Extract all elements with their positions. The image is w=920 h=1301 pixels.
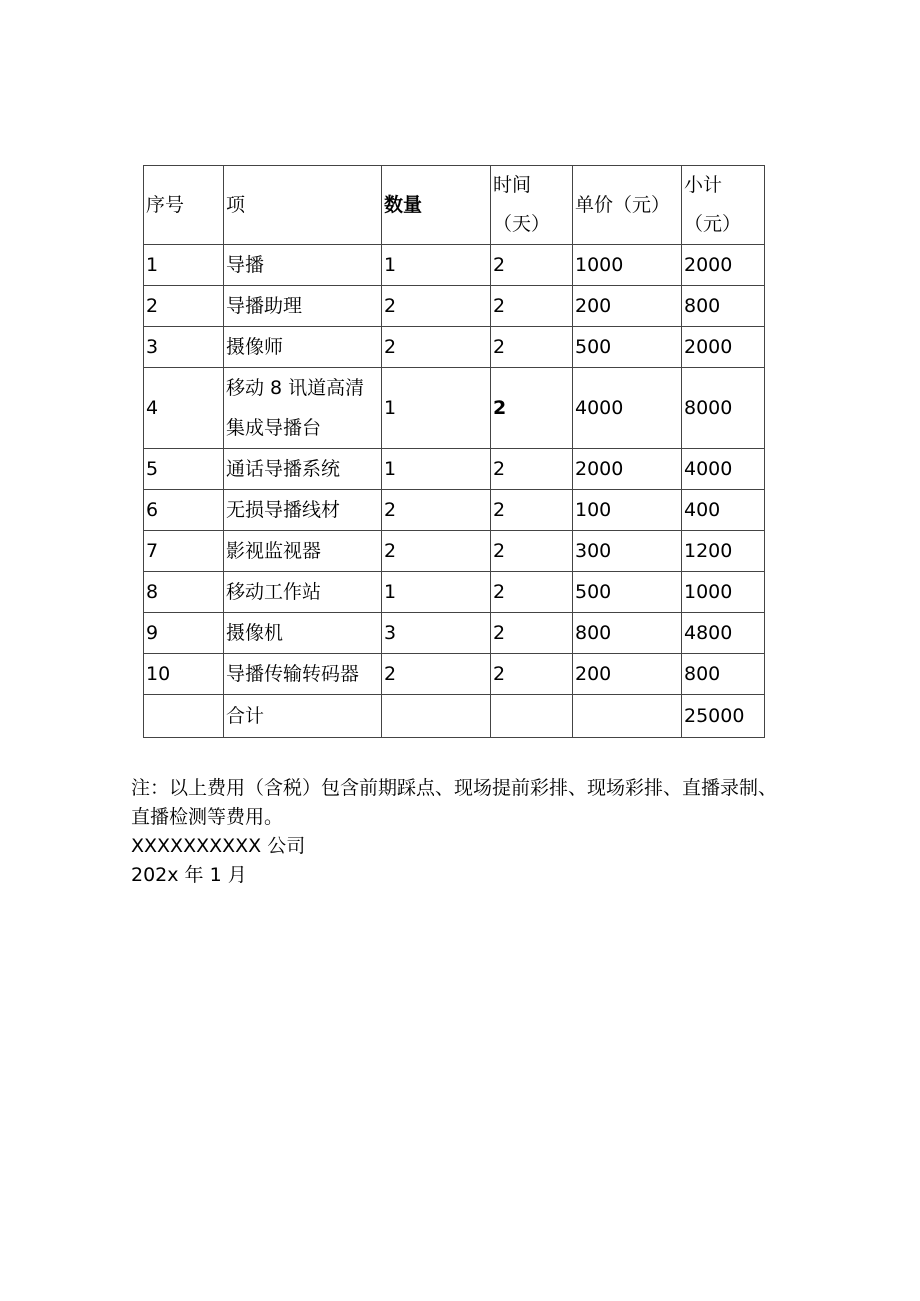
cell-no: 5 [144, 449, 224, 490]
cell-empty [382, 695, 491, 738]
cell-no: 7 [144, 531, 224, 572]
cell-days: 2 [491, 368, 573, 449]
cell-subtotal: 2000 [682, 327, 765, 368]
header-sub-line2: （元） [684, 213, 742, 235]
cell-no: 6 [144, 490, 224, 531]
company-name: XXXXXXXXXX 公司 [131, 835, 306, 857]
cell-price: 100 [573, 490, 682, 531]
cell-item: 移动工作站 [224, 572, 382, 613]
table-row [144, 490, 765, 531]
cell-no: 8 [144, 572, 224, 613]
table-row [144, 613, 765, 654]
cell-days: 2 [491, 490, 573, 531]
cell-no: 4 [144, 368, 224, 449]
table-row [144, 572, 765, 613]
cell-empty [144, 695, 224, 738]
table-row [144, 449, 765, 490]
cell-subtotal: 1200 [682, 531, 765, 572]
cell-qty: 2 [382, 286, 491, 327]
cell-no: 3 [144, 327, 224, 368]
cell-item: 导播传输转码器 [224, 654, 382, 695]
note-text: 注：以上费用（含税）包含前期踩点、现场提前彩排、现场彩排、直播录制、直播检测等费用。 [131, 777, 778, 828]
cell-subtotal: 4800 [682, 613, 765, 654]
total-value: 25000 [682, 695, 765, 738]
header-sub-line1: 小计 [684, 174, 723, 196]
cell-price: 800 [573, 613, 682, 654]
cell-price: 2000 [573, 449, 682, 490]
cell-subtotal: 800 [682, 654, 765, 695]
cell-price: 200 [573, 654, 682, 695]
cell-price: 200 [573, 286, 682, 327]
cell-days: 2 [491, 572, 573, 613]
cell-no: 9 [144, 613, 224, 654]
cell-item-line1: 移动 8 讯道高清 [226, 377, 365, 399]
header-subtotal [682, 166, 765, 245]
cell-qty: 1 [382, 449, 491, 490]
header-price: 单价（元） [573, 166, 682, 245]
cell-item [224, 368, 382, 449]
cell-days: 2 [491, 449, 573, 490]
table-row [144, 368, 765, 449]
cell-qty: 2 [382, 327, 491, 368]
table-row [144, 654, 765, 695]
cell-subtotal: 800 [682, 286, 765, 327]
cell-subtotal: 4000 [682, 449, 765, 490]
header-days-line1: 时间 [493, 174, 532, 196]
total-label: 合计 [224, 695, 382, 738]
cell-days: 2 [491, 245, 573, 286]
cell-price: 4000 [573, 368, 682, 449]
cost-table [143, 165, 765, 738]
cell-price: 500 [573, 572, 682, 613]
cell-qty: 3 [382, 613, 491, 654]
header-no: 序号 [144, 166, 224, 245]
cell-item: 通话导播系统 [224, 449, 382, 490]
cell-no: 10 [144, 654, 224, 695]
cell-qty: 1 [382, 572, 491, 613]
cell-empty [491, 695, 573, 738]
cell-days: 2 [491, 327, 573, 368]
table-row [144, 531, 765, 572]
cell-item: 无损导播线材 [224, 490, 382, 531]
cell-qty: 1 [382, 245, 491, 286]
notes-block [131, 774, 781, 890]
cell-qty: 2 [382, 531, 491, 572]
cell-qty: 2 [382, 490, 491, 531]
cell-price: 1000 [573, 245, 682, 286]
cell-days: 2 [491, 654, 573, 695]
date-text: 202x 年 1 月 [131, 864, 247, 886]
cell-qty: 1 [382, 368, 491, 449]
table-row [144, 286, 765, 327]
header-item: 项 [224, 166, 382, 245]
cell-subtotal: 400 [682, 490, 765, 531]
header-days [491, 166, 573, 245]
cell-days: 2 [491, 286, 573, 327]
table-row [144, 245, 765, 286]
cell-item: 影视监视器 [224, 531, 382, 572]
cell-item: 摄像师 [224, 327, 382, 368]
header-qty: 数量 [382, 166, 491, 245]
header-days-line2: （天） [493, 213, 551, 235]
cell-price: 500 [573, 327, 682, 368]
table-header-row [144, 166, 765, 245]
cell-item-line2: 集成导播台 [226, 417, 322, 439]
table-row [144, 327, 765, 368]
cell-subtotal: 8000 [682, 368, 765, 449]
cell-item: 摄像机 [224, 613, 382, 654]
cell-subtotal: 2000 [682, 245, 765, 286]
cell-empty [573, 695, 682, 738]
cell-item: 导播助理 [224, 286, 382, 327]
cell-qty: 2 [382, 654, 491, 695]
cell-days: 2 [491, 531, 573, 572]
cell-item: 导播 [224, 245, 382, 286]
total-row [144, 695, 765, 738]
cell-subtotal: 1000 [682, 572, 765, 613]
cell-no: 2 [144, 286, 224, 327]
cell-price: 300 [573, 531, 682, 572]
cell-no: 1 [144, 245, 224, 286]
cell-days: 2 [491, 613, 573, 654]
